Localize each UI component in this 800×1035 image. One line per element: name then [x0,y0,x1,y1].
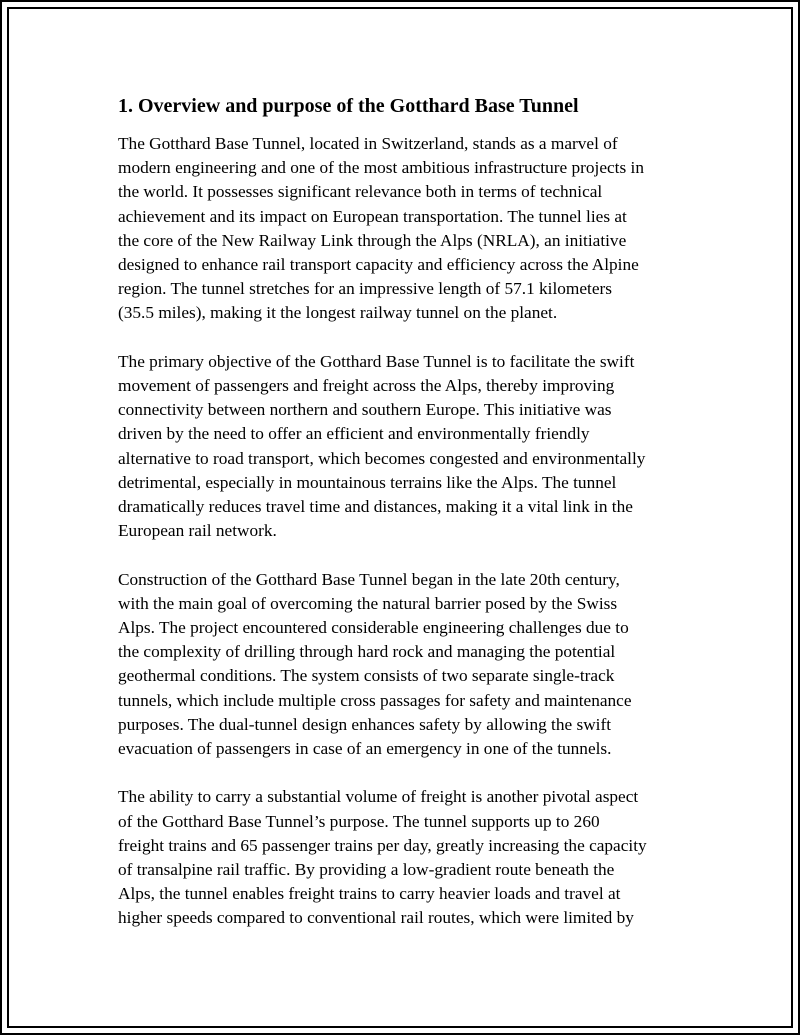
text-line: modern engineering and one of the most ambitious infrastructure projects in [118,158,644,178]
text-line: the core of the New Railway Link through the Alps (NRLA), an initiative [118,230,627,250]
text-line: purposes. The dual-tunnel design enhances safety by allowing the swift [118,714,612,734]
document-body [118,93,688,955]
text-line: tunnels, which include multiple cross passages for safety and maintenance [118,690,632,710]
body-paragraph [118,568,688,762]
text-line: movement of passengers and freight across the Alps, thereby improving [118,376,615,396]
text-line: of transalpine rail traffic. By providing a low-gradient route beneath the [118,860,615,880]
text-line: designed to enhance rail transport capacity and efficiency across the Alpine [118,255,639,275]
text-line: region. The tunnel stretches for an impressive length of 57.1 kilometers [118,279,612,299]
text-line: dramatically reduces travel time and distances, making it a vital link in the [118,497,633,517]
text-line: geothermal conditions. The system consists of two separate single-track [118,666,615,686]
body-paragraph [118,785,688,930]
body-paragraph [118,350,688,544]
text-line: Alps. The project encountered considerable engineering challenges due to [118,618,629,638]
text-line: The Gotthard Base Tunnel, located in Switzerland, stands as a marvel of [118,134,618,153]
body-paragraph [118,132,688,326]
text-line: Construction of the Gotthard Base Tunnel began in the late 20th century, [118,569,620,589]
text-line: driven by the need to offer an efficient and environmentally friendly [118,424,590,444]
text-line: higher speeds compared to conventional rail routes, which were limited by [118,908,634,928]
text-line: detrimental, especially in mountainous terrains like the Alps. The tunnel [118,472,617,492]
text-line: with the main goal of overcoming the natural barrier posed by the Swiss [118,593,618,613]
text-line: the world. It possesses significant relevance both in terms of technical [118,182,603,202]
section-heading: 1. Overview and purpose of the Gotthard Base Tunnel [118,95,579,117]
text-line: (35.5 miles), making it the longest railway tunnel on the planet. [118,303,558,323]
text-line: The primary objective of the Gotthard Base Tunnel is to facilitate the swift [118,351,635,371]
text-line: connectivity between northern and southern Europe. This initiative was [118,400,612,420]
paragraph-list [118,132,688,931]
text-line: freight trains and 65 passenger trains per day, greatly increasing the capacity [118,835,647,855]
text-line: of the Gotthard Base Tunnel’s purpose. The tunnel supports up to 260 [118,811,600,831]
text-line: achievement and its impact on European transportation. The tunnel lies at [118,206,627,226]
text-line: The ability to carry a substantial volume of freight is another pivotal aspect [118,787,639,807]
text-line: Alps, the tunnel enables freight trains to carry heavier loads and travel at [118,884,621,904]
text-line: the complexity of drilling through hard rock and managing the potential [118,642,616,662]
text-line: evacuation of passengers in case of an emergency in one of the tunnels. [118,739,612,759]
text-line: alternative to road transport, which becomes congested and environmentally [118,448,646,468]
text-line: European rail network. [118,521,277,541]
